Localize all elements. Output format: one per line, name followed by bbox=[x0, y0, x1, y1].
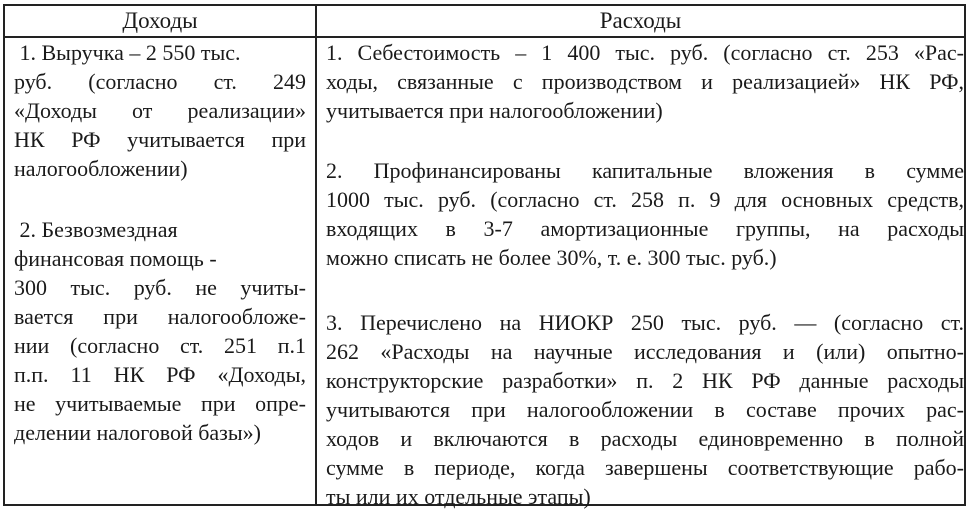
income-line: налогообложении) bbox=[14, 156, 188, 181]
expense-line: учитываются при налогообложении в составе прочих рас- bbox=[326, 397, 964, 422]
expense-line: входящих в 3-7 амортизационные группы, на расходы bbox=[326, 216, 964, 241]
expense-line: конструкторские разработки» п. 2 НК РФ данные расходы bbox=[326, 368, 964, 393]
income-line: 2. Безвозмездная bbox=[14, 217, 178, 242]
column-divider bbox=[315, 6, 317, 504]
income-line: п.п. 11 НК РФ «Доходы, bbox=[14, 362, 306, 387]
expense-line: можно списать не более 30%, т. е. 300 тыс. руб.) bbox=[326, 245, 777, 270]
expense-line: 1. Себестоимость – 1 400 тыс. руб. (согласно ст. 253 «Рас- bbox=[326, 40, 964, 65]
expense-line: ходы, связанные с производством и реализацией» НК РФ, bbox=[326, 69, 964, 94]
income-line: нии (согласно ст. 251 п.1 bbox=[14, 333, 306, 358]
income-line: руб. (согласно ст. 249 bbox=[14, 69, 306, 94]
income-line: «Доходы от реализации» bbox=[14, 98, 306, 123]
expense-line: учитывается при налогообложении) bbox=[326, 98, 663, 123]
income-line: 1. Выручка – 2 550 тыс. bbox=[14, 40, 241, 65]
income-line: делении налоговой базы») bbox=[14, 420, 261, 445]
expense-line: 3. Перечислено на НИОКР 250 тыс. руб. — (согласно ст. bbox=[326, 310, 964, 335]
income-line: вается при налогообложе- bbox=[14, 304, 306, 329]
expense-line: 1000 тыс. руб. (согласно ст. 258 п. 9 для основных средств, bbox=[326, 187, 964, 212]
income-line: не учитываемые при опре- bbox=[14, 391, 306, 416]
expense-line: 262 «Расходы на научные исследования и (или) опытно- bbox=[326, 339, 964, 364]
expense-line: ты или их отдельные этапы) bbox=[326, 484, 591, 509]
expense-line: сумме в периоде, когда завершены соответствующие рабо- bbox=[326, 455, 964, 480]
income-header: Доходы bbox=[122, 8, 198, 33]
income-line: финансовая помощь - bbox=[14, 246, 217, 271]
table-header-row bbox=[5, 6, 964, 38]
income-line: НК РФ учитывается при bbox=[14, 127, 306, 152]
expenses-header: Расходы bbox=[599, 8, 682, 33]
income-expense-table bbox=[3, 4, 966, 509]
expense-line: 2. Профинансированы капитальные вложения в сумме bbox=[326, 158, 964, 183]
expense-line: ходов и включаются в расходы единовременно в полной bbox=[326, 426, 964, 451]
income-line: 300 тыс. руб. не учиты- bbox=[14, 275, 306, 300]
